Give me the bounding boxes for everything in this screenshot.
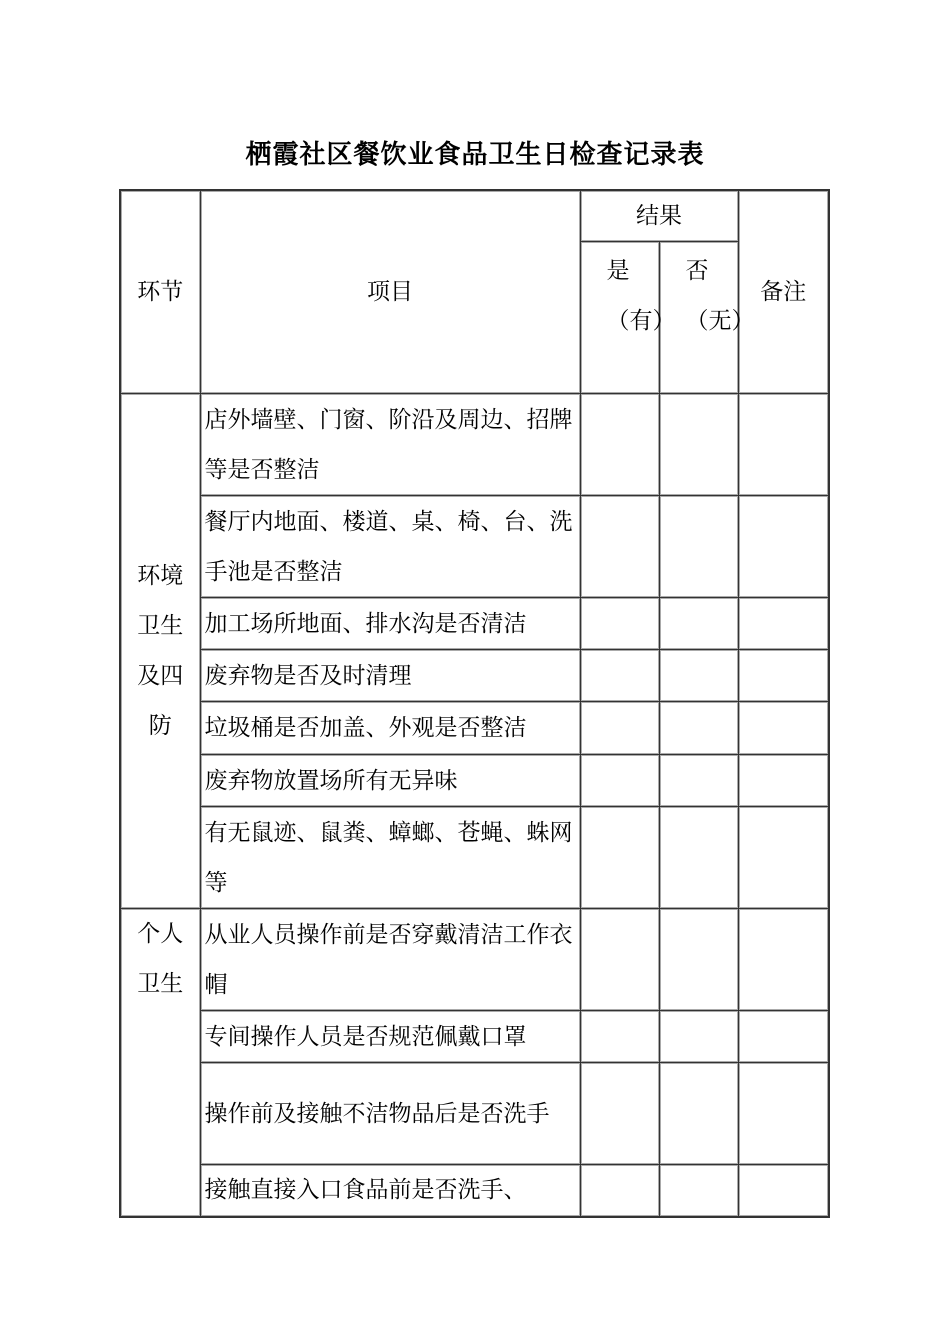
item-cell: 垃圾桶是否加盖、外观是否整洁 <box>200 702 580 755</box>
header-result: 结果 <box>580 190 738 242</box>
no-cell[interactable] <box>659 1011 738 1063</box>
note-cell[interactable] <box>738 909 829 1011</box>
note-cell[interactable] <box>738 702 829 755</box>
note-cell[interactable] <box>738 650 829 702</box>
section-name: 环境卫生及四防 <box>137 563 184 739</box>
yes-cell[interactable] <box>580 394 659 496</box>
note-cell[interactable] <box>738 1165 829 1217</box>
no-cell[interactable] <box>659 702 738 755</box>
yes-cell[interactable] <box>580 909 659 1011</box>
item-cell: 店外墙壁、门窗、阶沿及周边、招牌等是否整洁 <box>200 394 580 496</box>
item-cell: 操作前及接触不洁物品后是否洗手 <box>200 1063 580 1165</box>
item-cell: 废弃物是否及时清理 <box>200 650 580 702</box>
item-cell: 加工场所地面、排水沟是否清洁 <box>200 598 580 650</box>
section-cell <box>120 394 200 909</box>
header-yes: 是（有） <box>580 242 659 394</box>
note-cell[interactable] <box>738 807 829 909</box>
yes-cell[interactable] <box>580 1063 659 1165</box>
item-cell: 餐厅内地面、楼道、桌、椅、台、洗手池是否整洁 <box>200 496 580 598</box>
note-cell[interactable] <box>738 755 829 807</box>
item-cell: 从业人员操作前是否穿戴清洁工作衣帽 <box>200 909 580 1011</box>
header-item: 项目 <box>200 190 580 394</box>
header-section: 环节 <box>120 190 200 394</box>
header-note: 备注 <box>738 190 829 394</box>
no-cell[interactable] <box>659 755 738 807</box>
yes-cell[interactable] <box>580 755 659 807</box>
no-cell[interactable] <box>659 394 738 496</box>
note-cell[interactable] <box>738 1011 829 1063</box>
yes-cell[interactable] <box>580 1165 659 1217</box>
section-cell <box>120 909 200 1217</box>
yes-cell[interactable] <box>580 807 659 909</box>
yes-cell[interactable] <box>580 702 659 755</box>
item-cell: 接触直接入口食品前是否洗手、 <box>200 1165 580 1217</box>
section-name: 个人卫生 <box>137 921 184 997</box>
item-cell: 有无鼠迹、鼠粪、蟑螂、苍蝇、蛛网等 <box>200 807 580 909</box>
page-title: 栖霞社区餐饮业食品卫生日检查记录表 <box>245 140 705 170</box>
header-no: 否（无） <box>659 242 738 394</box>
note-cell[interactable] <box>738 394 829 496</box>
yes-cell[interactable] <box>580 496 659 598</box>
inspection-table <box>119 189 830 1218</box>
item-cell: 专间操作人员是否规范佩戴口罩 <box>200 1011 580 1063</box>
note-cell[interactable] <box>738 598 829 650</box>
note-cell[interactable] <box>738 496 829 598</box>
no-cell[interactable] <box>659 650 738 702</box>
no-cell[interactable] <box>659 807 738 909</box>
yes-cell[interactable] <box>580 1011 659 1063</box>
no-cell[interactable] <box>659 598 738 650</box>
note-cell[interactable] <box>738 1063 829 1165</box>
no-cell[interactable] <box>659 496 738 598</box>
no-cell[interactable] <box>659 909 738 1011</box>
yes-cell[interactable] <box>580 650 659 702</box>
item-cell: 废弃物放置场所有无异味 <box>200 755 580 807</box>
yes-cell[interactable] <box>580 598 659 650</box>
no-cell[interactable] <box>659 1165 738 1217</box>
no-cell[interactable] <box>659 1063 738 1165</box>
